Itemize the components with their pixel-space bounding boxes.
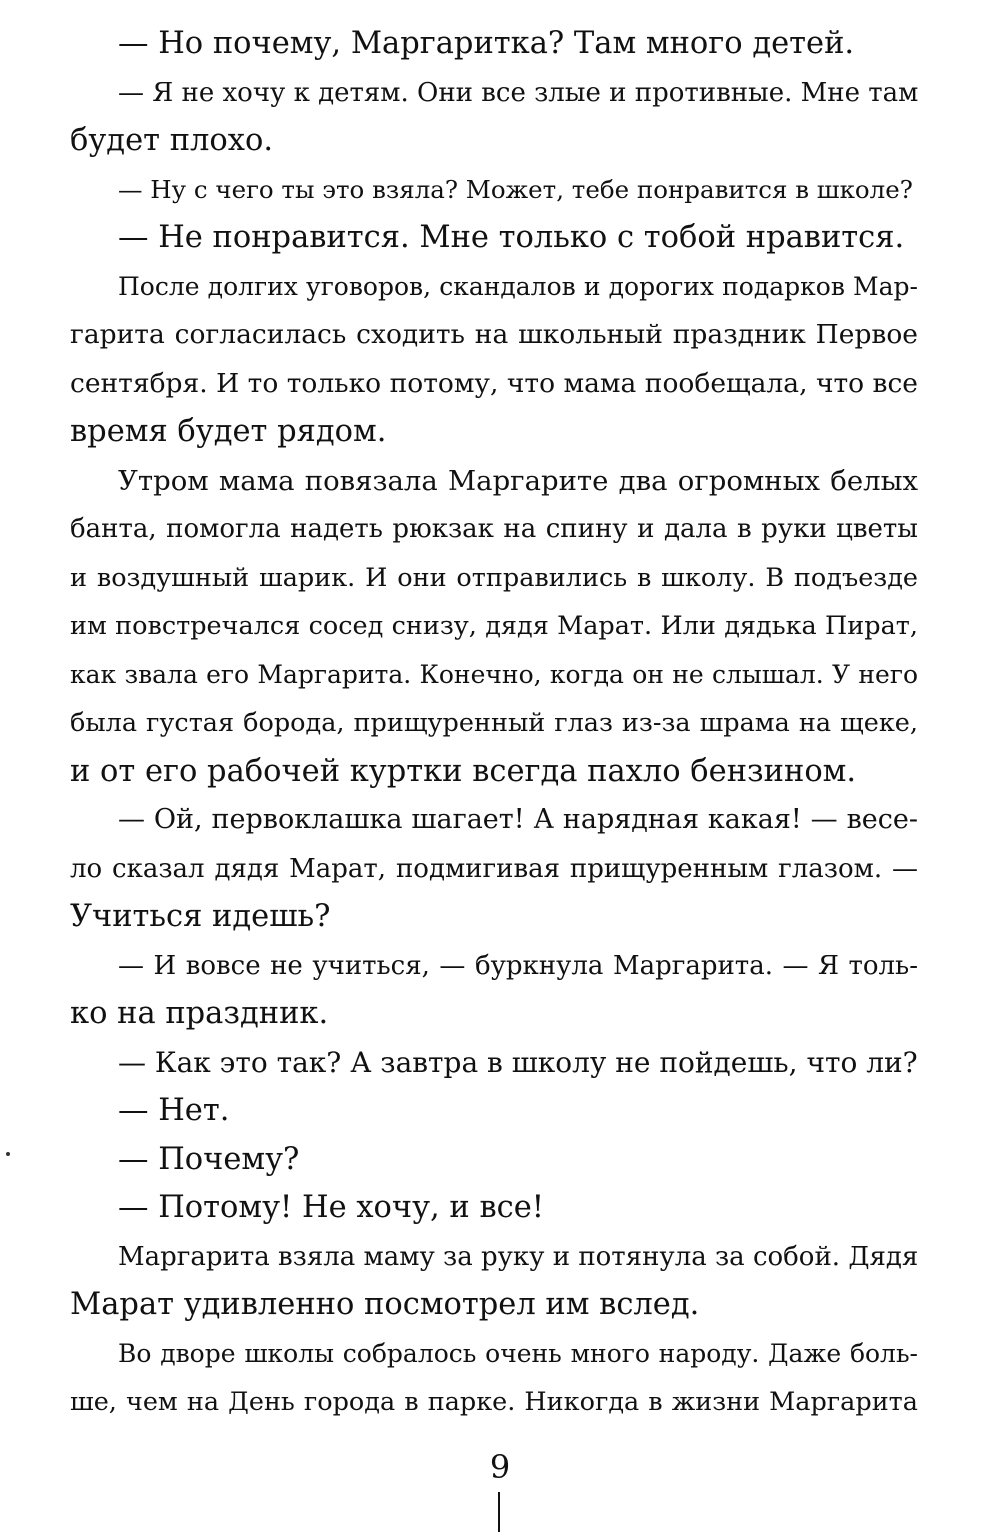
text-line: Во дворе школы собралось очень много народу. Даже боль- (118, 1338, 918, 1368)
text-line: Учиться идешь? (70, 899, 331, 934)
text-line: После долгих уговоров, скандалов и дорогих подарков Мар- (118, 271, 918, 301)
text-line: — Почему? (118, 1141, 300, 1177)
text-line: Утром мама повязала Маргарите два огромных белых (118, 464, 918, 497)
text-line: — Как это так? А завтра в школу не пойдешь, что ли? (118, 1045, 918, 1079)
text-line: — Потому! Не хочу, и все! (118, 1190, 545, 1225)
text-line: гарита согласилась сходить на школьный праздник Первое (70, 319, 918, 350)
text-line: — Я не хочу к детям. Они все злые и противные. Мне там (118, 77, 918, 108)
text-line: как звала его Маргарита. Конечно, когда он не слышал. У него (70, 659, 918, 689)
text-line: ко на праздник. (70, 996, 329, 1031)
scan-speck (6, 1152, 10, 1156)
text-line: время будет рядом. (70, 414, 387, 449)
text-line: Маргарита взяла маму за руку и потянула за собой. Дядя (118, 1241, 918, 1272)
text-line: и от его рабочей куртки всегда пахло бензином. (70, 753, 857, 789)
page-number: 9 (489, 1448, 511, 1486)
text-line: — Ну с чего ты это взяла? Может, тебе понравится в школе? (118, 174, 913, 204)
text-line: — Ой, первоклашка шагает! А нарядная какая! — весе- (118, 804, 918, 835)
text-line: — Не понравится. Мне только с тобой нравится. (118, 220, 905, 255)
text-line: Марат удивленно посмотрел им вслед. (70, 1287, 700, 1322)
body-text (70, 20, 918, 1427)
text-line: — Но почему, Маргаритка? Там много детей. (118, 26, 855, 61)
text-line: — И вовсе не учиться, — буркнула Маргарита. — Я толь- (118, 950, 918, 981)
text-line: ло сказал дядя Марат, подмигивая прищуренным глазом. — (70, 853, 918, 884)
text-line: банта, помогла надеть рюкзак на спину и дала в руки цветы (70, 514, 918, 544)
text-line: им повстречался сосед снизу, дядя Марат. Или дядька Пират, (70, 611, 918, 641)
text-line: будет плохо. (70, 123, 274, 158)
text-line: была густая борода, прищуренный глаз из-за шрама на щеке, (70, 708, 918, 738)
page-number-rule (498, 1492, 500, 1532)
text-line: — Нет. (118, 1093, 230, 1128)
text-line: ше, чем на День города в парке. Никогда в жизни Маргарита (70, 1387, 918, 1417)
text-line: сентября. И то только потому, что мама пообещала, что все (70, 367, 918, 399)
text-line: и воздушный шарик. И они отправились в школу. В подъезде (70, 562, 918, 593)
